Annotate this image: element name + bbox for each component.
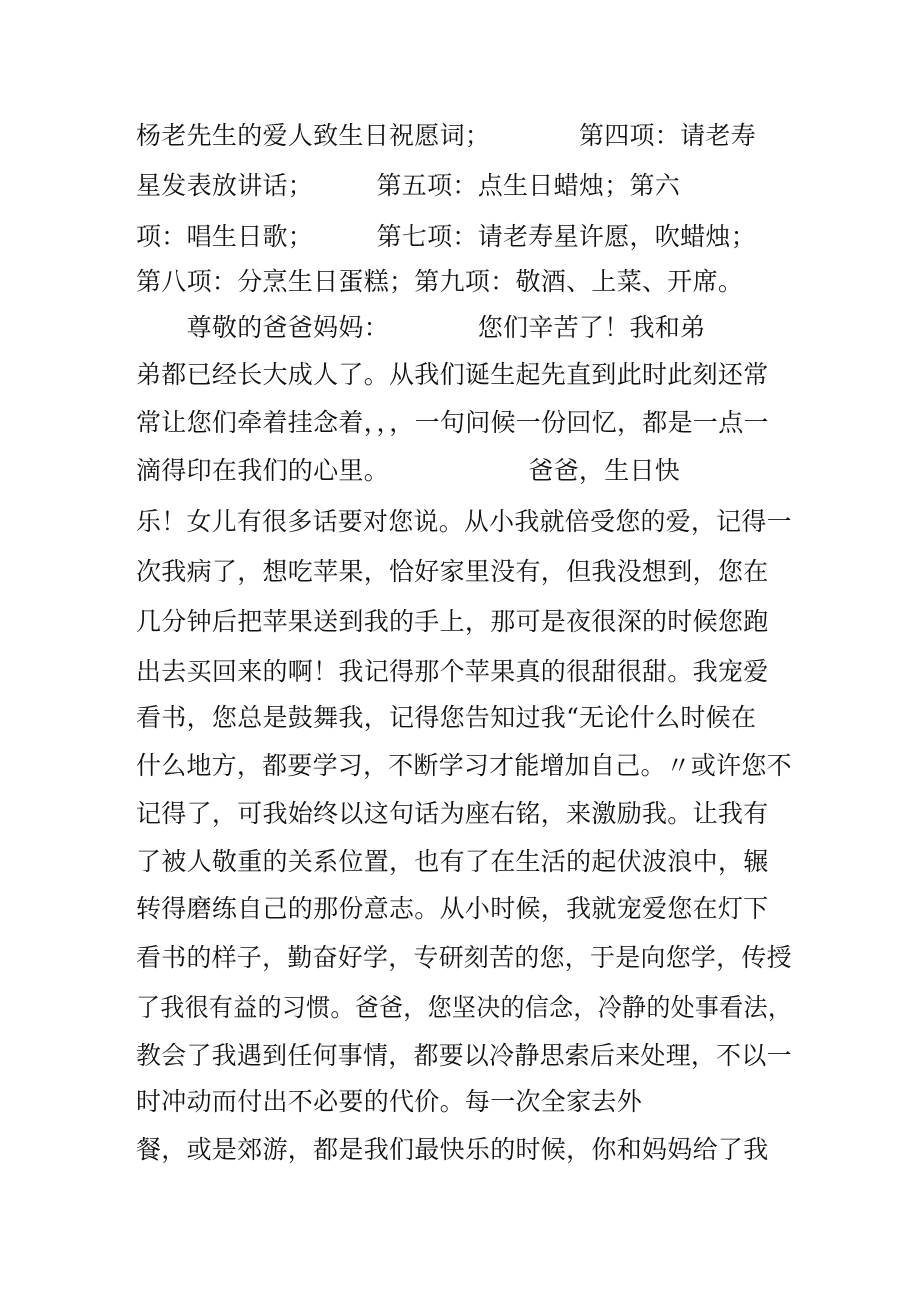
- text-line: 常让您们牵着挂念着，，，一句问候一份回忆，都是一点一: [136, 408, 769, 437]
- text-line: 弟都已经长大成人了。从我们诞生起先直到此时此刻还常: [136, 360, 769, 389]
- text-line: 几分钟后把苹果送到我的手上，那可是夜很深的时候您跑: [136, 607, 769, 636]
- text-line: 尊敬的爸爸妈妈： 您们辛苦了！我和弟: [136, 313, 706, 342]
- text-line: 第八项：分烹生日蛋糕；第九项：敬酒、上菜、开席。: [136, 267, 744, 296]
- text-line: 项：唱生日歌； 第七项：请老寿星许愿，吹蜡烛；: [136, 222, 757, 251]
- text-line: 时冲动而付出不必要的代价。每一次全家去外: [136, 1087, 643, 1116]
- text-line: 次我病了，想吃苹果，恰好家里没有，但我没想到，您在: [136, 557, 769, 586]
- text-line: 教会了我遇到任何事情，都要以冷静思索后来处理，不以一: [136, 1041, 792, 1070]
- text-line: 了我很有益的习惯。爸爸，您坚决的信念，冷静的处事看法，: [136, 993, 793, 1022]
- text-line: 看书的样子，勤奋好学，专研刻苦的您，于是向您学，传授: [136, 943, 792, 972]
- text-line: 什么地方，都要学习，不断学习才能增加自己。〃或许您不: [136, 751, 792, 780]
- text-line: 看书，您总是鼓舞我，记得您告知过我“无论什么时候在: [136, 703, 757, 732]
- text-line: 转得磨练自己的那份意志。从小时候，我就宠爱您在灯下: [136, 894, 769, 923]
- text-line: 乐！女儿有很多话要对您说。从小我就倍受您的爱，记得一: [136, 507, 792, 536]
- text-line: 餐，或是郊游，都是我们最快乐的时候，你和妈妈给了我: [136, 1135, 769, 1164]
- text-line: 星发表放讲话； 第五项：点生日蜡烛；第六: [136, 171, 681, 200]
- text-line: 滴得印在我们的心里。 爸爸，生日快: [136, 456, 681, 485]
- text-line: 出去买回来的啊！我记得那个苹果真的很甜很甜。我宠爱: [136, 657, 769, 686]
- text-line: 记得了，可我始终以这句话为座右铭，来激励我。让我有: [136, 799, 769, 828]
- text-line: 了被人敬重的关系位置，也有了在生活的起伏波浪中，辗: [136, 847, 769, 876]
- text-line: 杨老先生的爱人致生日祝愿词； 第四项：请老寿: [136, 121, 757, 150]
